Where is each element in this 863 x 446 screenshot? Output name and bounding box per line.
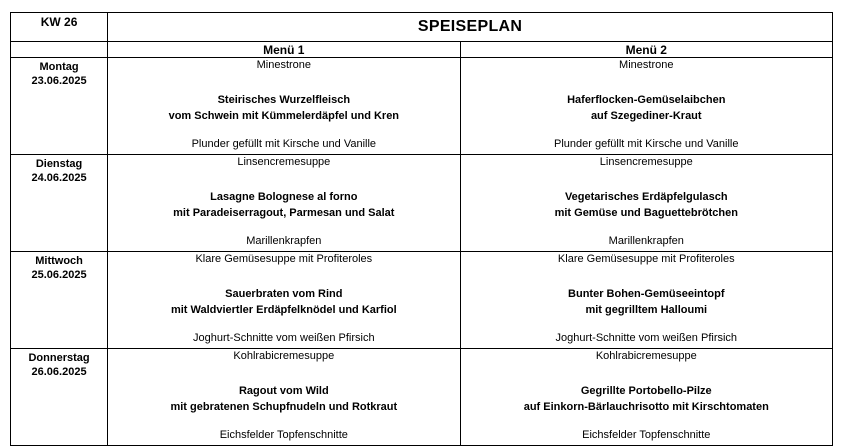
soup: Minestrone (256, 59, 312, 71)
main-dish-line2: mit Waldviertler Erdäpfelknödel und Karfiol (170, 304, 397, 316)
day-label (11, 349, 108, 446)
main-dish (461, 286, 832, 318)
soup: Kohlrabicremesuppe (233, 350, 335, 362)
soup: Kohlrabicremesuppe (595, 350, 697, 362)
main-dish-line1: Steirisches Wurzelfleisch (217, 94, 351, 106)
menu2-cell (460, 252, 832, 349)
day-name: Montag (39, 61, 79, 73)
soup: Linsencremesuppe (599, 156, 693, 168)
soup: Linsencremesuppe (237, 156, 331, 168)
menu1-cell (108, 349, 460, 446)
main-dish (461, 383, 832, 415)
day-date: 24.06.2025 (31, 172, 87, 184)
main-dish-line1: Bunter Bohen-Gemüseeintopf (568, 288, 725, 300)
main-dish (108, 383, 459, 415)
soup: Klare Gemüsesuppe mit Profiteroles (195, 253, 373, 265)
menu1-cell (108, 252, 460, 349)
main-dish (108, 92, 459, 124)
day-name: Donnerstag (28, 352, 90, 364)
main-dish (108, 286, 459, 318)
soup: Minestrone (619, 59, 674, 71)
main-dish-line1: Haferflocken-Gemüselaibchen (567, 94, 726, 106)
menu-table (10, 12, 833, 446)
week-label: KW 26 (11, 13, 108, 42)
menu1-cell (108, 58, 460, 155)
main-dish-line2: auf Szegediner-Kraut (590, 110, 702, 122)
day-label (11, 252, 108, 349)
dessert: Plunder gefüllt mit Kirsche und Vanille (554, 138, 739, 150)
main-dish-line2: mit Gemüse und Baguettebrötchen (554, 207, 738, 219)
header-empty (11, 42, 108, 58)
main-dish-line2: mit gegrilltem Halloumi (585, 304, 708, 316)
dessert: Plunder gefüllt mit Kirsche und Vanille (191, 138, 377, 150)
main-dish-line1: Sauerbraten vom Rind (225, 288, 343, 300)
header-row (11, 42, 833, 58)
main-dish-line2: mit Paradeiserragout, Parmesan und Salat (173, 207, 395, 219)
day-date: 23.06.2025 (31, 75, 87, 87)
day-name: Dienstag (35, 158, 83, 170)
day-label (11, 155, 108, 252)
day-date: 26.06.2025 (31, 366, 87, 378)
dessert: Marillenkrapfen (246, 235, 322, 247)
title-row (11, 13, 833, 42)
menu2-cell (460, 349, 832, 446)
main-dish (461, 92, 832, 124)
day-name: Mittwoch (35, 255, 83, 267)
day-date: 25.06.2025 (31, 269, 87, 281)
soup: Klare Gemüsesuppe mit Profiteroles (557, 253, 735, 265)
day-row-monday (11, 58, 833, 155)
day-row-tuesday (11, 155, 833, 252)
dessert: Eichsfelder Topfenschnitte (582, 429, 711, 441)
main-dish-line2: mit gebratenen Schupfnudeln und Rotkraut (170, 401, 398, 413)
day-row-wednesday (11, 252, 833, 349)
menu2-header: Menü 2 (460, 42, 832, 58)
main-dish (461, 189, 832, 221)
page-title: SPEISEPLAN (108, 13, 833, 42)
menu1-cell (108, 155, 460, 252)
dessert: Joghurt-Schnitte vom weißen Pfirsich (193, 332, 375, 344)
menu2-cell (460, 155, 832, 252)
main-dish (108, 189, 459, 221)
day-row-thursday (11, 349, 833, 446)
menu1-header: Menü 1 (108, 42, 460, 58)
main-dish-line2: auf Einkorn-Bärlauchrisotto mit Kirschtomaten (523, 401, 769, 413)
menu2-cell (460, 58, 832, 155)
main-dish-line2: vom Schwein mit Kümmelerdäpfel und Kren (168, 110, 400, 122)
dessert: Eichsfelder Topfenschnitte (219, 429, 348, 441)
main-dish-line1: Lasagne Bolognese al forno (210, 191, 358, 203)
day-label (11, 58, 108, 155)
main-dish-line1: Ragout vom Wild (238, 385, 329, 397)
main-dish-line1: Gegrillte Portobello-Pilze (580, 385, 712, 397)
dessert: Marillenkrapfen (608, 235, 684, 247)
dessert: Joghurt-Schnitte vom weißen Pfirsich (555, 332, 738, 344)
main-dish-line1: Vegetarisches Erdäpfelgulasch (564, 191, 728, 203)
